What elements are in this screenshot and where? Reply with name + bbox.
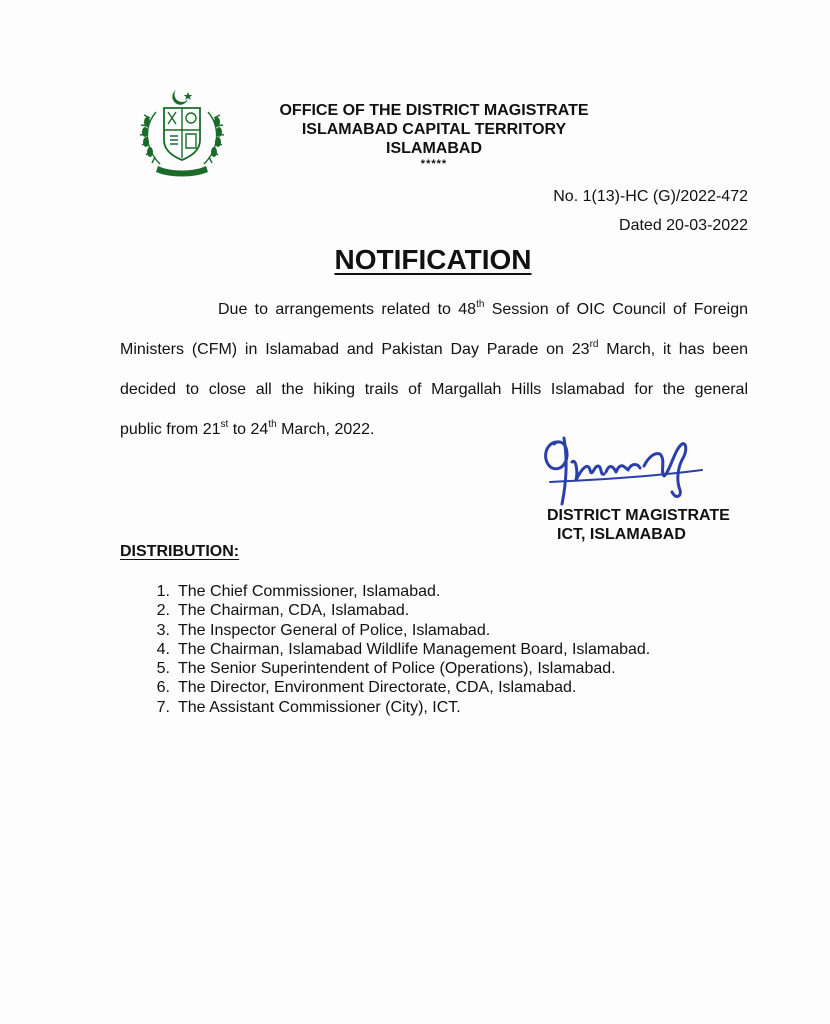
list-item: 7. The Assistant Commissioner (City), ICT. (156, 698, 461, 716)
office-title: OFFICE OF THE DISTRICT MAGISTRATE (279, 102, 589, 119)
list-item: 1. The Chief Commissioner, Islamabad. (156, 583, 441, 600)
signatory-designation (547, 506, 747, 544)
list-item: 2. The Chairman, CDA, Islamabad. (156, 602, 410, 620)
state-emblem-icon (136, 86, 228, 178)
header-stars: ***** (420, 158, 448, 170)
signatory-office: ICT, ISLAMABAD (557, 526, 686, 543)
signatory-title: DISTRICT MAGISTRATE (547, 507, 730, 524)
body-line-4: public from 21st to 24th March, 2022. (120, 419, 375, 438)
body-line-3: decided to close all the hiking trails of Margallah Hills Islamabad for the general (120, 381, 748, 398)
distribution-heading: DISTRIBUTION: (120, 543, 240, 560)
reference-date: Dated 20-03-2022 (619, 217, 748, 234)
list-item: 5. The Senior Superintendent of Police (Operations), Islamabad. (156, 660, 616, 678)
signature-icon (536, 432, 708, 516)
reference-number: No. 1(13)-HC (G)/2022-472 (553, 188, 748, 205)
body-line-2: Ministers (CFM) in Islamabad and Pakistan Day Parade on 23rd March, it has been (120, 339, 748, 358)
list-item: 6. The Director, Environment Directorate, CDA, Islamabad. (156, 679, 577, 697)
notification-body (120, 290, 748, 450)
territory-title: ISLAMABAD CAPITAL TERRITORY (301, 121, 567, 138)
body-line-1: Due to arrangements related to 48th Session of OIC Council of Foreign (218, 299, 748, 318)
list-item: 3. The Inspector General of Police, Islamabad. (156, 621, 491, 639)
list-item: 4. The Chairman, Islamabad Wildlife Management Board, Islamabad. (156, 640, 651, 658)
page-title: NOTIFICATION (334, 244, 532, 275)
distribution-list (120, 582, 650, 717)
office-header (230, 101, 638, 170)
city-title: ISLAMABAD (386, 140, 482, 157)
